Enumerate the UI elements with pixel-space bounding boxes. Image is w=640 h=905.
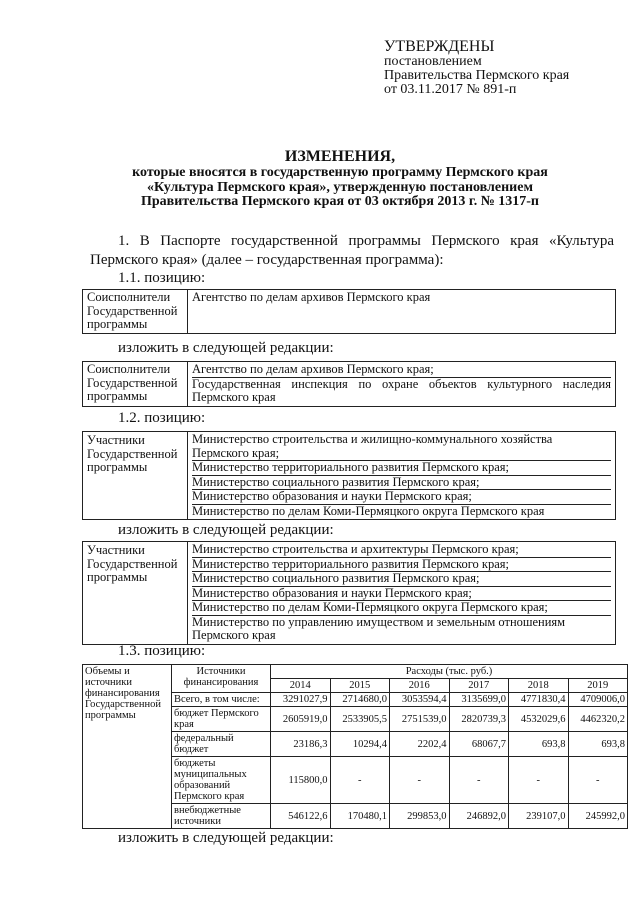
value-cell: - bbox=[509, 757, 569, 804]
value-cell: 68067,7 bbox=[449, 732, 509, 757]
source-name: бюджеты муниципальных образований Пермского края bbox=[172, 757, 271, 804]
participant-item: Министерство территориального развития Пермского края; bbox=[192, 461, 611, 476]
expenses-header: Расходы (тыс. руб.) bbox=[271, 665, 628, 679]
approval-line: постановлением bbox=[384, 54, 482, 69]
participant-item: Министерство по делам Коми-Пермяцкого округа Пермского края bbox=[192, 503, 545, 518]
participant-item: Министерство строительства и жилищно-коммунального хозяйства Пермского края; bbox=[192, 433, 611, 461]
participants-new-table bbox=[82, 541, 616, 645]
coexecutors-content bbox=[188, 362, 616, 407]
value-cell: - bbox=[449, 757, 509, 804]
participants-content bbox=[188, 432, 616, 520]
item-1-2: 1.2. позицию: bbox=[118, 410, 206, 426]
year-header: 2018 bbox=[509, 679, 569, 693]
coexecutor-item: Государственная инспекция по охране объектов культурного наследия Пермского края bbox=[192, 376, 611, 404]
participants-label: Участники Государственной программы bbox=[83, 542, 188, 645]
coexecutors-content bbox=[188, 290, 616, 334]
sources-header: Источники финансирования bbox=[172, 665, 271, 693]
value-cell: 10294,4 bbox=[330, 732, 390, 757]
value-cell: 2605919,0 bbox=[271, 707, 331, 732]
value-cell: 546122,6 bbox=[271, 804, 331, 829]
value-cell: 693,8 bbox=[568, 732, 628, 757]
value-cell: 2751539,0 bbox=[390, 707, 450, 732]
source-name: федеральный бюджет bbox=[172, 732, 271, 757]
approval-block bbox=[384, 38, 569, 97]
document-subtitle bbox=[60, 166, 620, 210]
value-cell: 170480,1 bbox=[330, 804, 390, 829]
document-title: ИЗМЕНЕНИЯ, bbox=[284, 148, 396, 165]
value-cell: 239107,0 bbox=[509, 804, 569, 829]
value-cell: 246892,0 bbox=[449, 804, 509, 829]
approval-date: от 03.11.2017 № 891-п bbox=[384, 82, 517, 97]
item-1-3: 1.3. позицию: bbox=[118, 643, 206, 659]
restate-label: изложить в следующей редакции: bbox=[118, 522, 334, 538]
coexecutor-item: Агентство по делам архивов Пермского края; bbox=[192, 363, 611, 378]
value-cell: 2820739,3 bbox=[449, 707, 509, 732]
subtitle-line: «Культура Пермского края», утвержденную постановлением bbox=[147, 179, 533, 195]
value-cell: 245992,0 bbox=[568, 804, 628, 829]
subtitle-line: которые вносятся в государственную программу Пермского края bbox=[132, 165, 548, 180]
finance-table bbox=[82, 664, 628, 829]
restate-label: изложить в следующей редакции: bbox=[118, 830, 334, 846]
value-cell: 3135699,0 bbox=[449, 693, 509, 707]
year-header: 2015 bbox=[330, 679, 390, 693]
coexecutors-new-table bbox=[82, 361, 616, 407]
participant-item: Министерство по делам Коми-Пермяцкого округа Пермского края; bbox=[192, 601, 611, 616]
value-cell: 2533905,5 bbox=[330, 707, 390, 732]
subtitle-line: Правительства Пермского края от 03 октября 2013 г. № 1317-п bbox=[140, 194, 539, 209]
coexecutors-label: Соисполнители Государственной программы bbox=[83, 290, 188, 334]
value-cell: 4532029,6 bbox=[509, 707, 569, 732]
participants-label: Участники Государственной программы bbox=[83, 432, 188, 520]
participant-item: Министерство строительства и архитектуры Пермского края; bbox=[192, 543, 611, 558]
year-header: 2016 bbox=[390, 679, 450, 693]
value-cell: 693,8 bbox=[509, 732, 569, 757]
participant-item: Министерство социального развития Пермского края; bbox=[192, 476, 611, 491]
approval-word: УТВЕРЖДЕНЫ bbox=[384, 38, 495, 55]
approval-line: Правительства Пермского края bbox=[384, 68, 570, 83]
value-cell: 23186,3 bbox=[271, 732, 331, 757]
restate-label: изложить в следующей редакции: bbox=[118, 340, 334, 356]
year-header: 2017 bbox=[449, 679, 509, 693]
participants-old-table bbox=[82, 431, 616, 520]
item-1-1: 1.1. позицию: bbox=[118, 270, 206, 286]
value-cell: 4462320,2 bbox=[568, 707, 628, 732]
value-cell: 3291027,9 bbox=[271, 693, 331, 707]
year-header: 2014 bbox=[271, 679, 331, 693]
participant-item: Министерство образования и науки Пермского края; bbox=[192, 490, 611, 505]
finance-label: Объемы и источники финансирования Государственной программы bbox=[83, 665, 172, 829]
paragraph-1: 1. В Паспорте государственной программы Пермского края «Культура Пермского края» (далее – государственная программа): bbox=[90, 233, 614, 268]
source-name: Всего, в том числе: bbox=[172, 693, 271, 707]
value-cell: 2714680,0 bbox=[330, 693, 390, 707]
value-cell: 2202,4 bbox=[390, 732, 450, 757]
value-cell: 3053594,4 bbox=[390, 693, 450, 707]
source-name: бюджет Пермского края bbox=[172, 707, 271, 732]
source-name: внебюджетные источники bbox=[172, 804, 271, 829]
value-cell: 4709006,0 bbox=[568, 693, 628, 707]
participant-item: Министерство образования и науки Пермского края; bbox=[192, 587, 611, 602]
value-cell: 299853,0 bbox=[390, 804, 450, 829]
value-cell: - bbox=[390, 757, 450, 804]
participant-item: Министерство территориального развития Пермского края; bbox=[192, 558, 611, 573]
value-cell: 4771830,4 bbox=[509, 693, 569, 707]
coexecutors-label: Соисполнители Государственной программы bbox=[83, 362, 188, 407]
participant-item: Министерство социального развития Пермского края; bbox=[192, 572, 611, 587]
participants-content bbox=[188, 542, 616, 645]
coexecutors-old-table bbox=[82, 289, 616, 334]
coexecutor-item: Агентство по делам архивов Пермского края bbox=[192, 290, 431, 304]
value-cell: 115800,0 bbox=[271, 757, 331, 804]
value-cell: - bbox=[568, 757, 628, 804]
value-cell: - bbox=[330, 757, 390, 804]
participant-item: Министерство по управлению имуществом и земельным отношениям Пермского края bbox=[192, 614, 566, 642]
year-header: 2019 bbox=[568, 679, 628, 693]
